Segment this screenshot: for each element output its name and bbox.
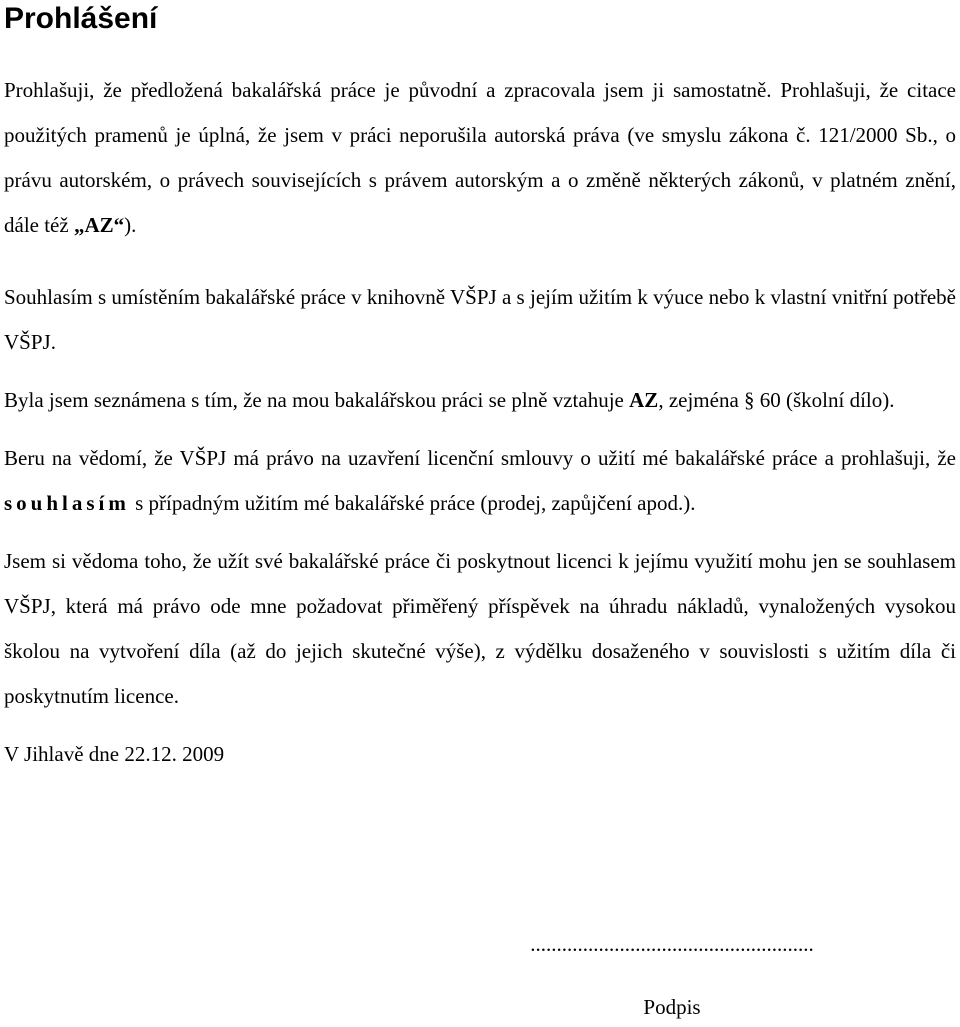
paragraph-school-work-end: , zejména § 60 (školní dílo). bbox=[658, 388, 895, 412]
paragraph-library-consent: Souhlasím s umístěním bakalářské práce v knihovně VŠPJ a s jejím užitím k výuce nebo k vlastní vnitřní potřebě VŠPJ. bbox=[4, 285, 956, 354]
consent-emphasis: souhlasím bbox=[4, 491, 130, 515]
paragraph-originality-end: ). bbox=[124, 213, 137, 237]
paragraph-school-work-text: Byla jsem seznámena s tím, že na mou bakalářskou práci se plně vztahuje bbox=[4, 388, 630, 412]
page-title: Prohlášení bbox=[4, 2, 158, 35]
signature-label: Podpis bbox=[643, 995, 701, 1019]
paragraph-license-text: Beru na vědomí, že VŠPJ má právo na uzavření licenční smlouvy o užití mé bakalářské práce a prohlašuji, že bbox=[4, 446, 956, 470]
paragraph-originality bbox=[4, 68, 956, 248]
paragraph-license-end: s případným užitím mé bakalářské práce (prodej, zapůjčení apod.). bbox=[129, 491, 696, 515]
paragraph-usage-terms: Jsem si vědoma toho, že užít své bakalářské práce či poskytnout licenci k jejímu využití mohu jen se souhlasem VŠPJ, která má právo ode mne požadovat přiměřený příspěvek na úhradu nákladů, vynaložených vysokou školou na vytvoření díla (až do jejich skutečné výše), z výdělku dosaženého v souvislosti s užitím díla či poskytnutím licence. bbox=[4, 549, 956, 708]
az-abbreviation-quoted: „AZ“ bbox=[73, 213, 125, 237]
paragraph-school-work bbox=[4, 378, 956, 423]
paragraph-originality-text-cont: , o právu autorském, o právech souvisejících s právem autorským a o změně některých zákonů, v platném znění, dále též bbox=[4, 123, 956, 237]
place-and-date: V Jihlavě dne 22.12. 2009 bbox=[4, 742, 225, 766]
paragraph-originality-text: Prohlašuji, že předložená bakalářská práce je původní a zpracovala jsem ji samostatně. Prohlašuji, že citace použitých pramenů je úplná, že jsem v práci neporušila autorská práva (ve smyslu zákona č. 121/2000 Sb. bbox=[4, 78, 956, 147]
paragraph-license-agreement bbox=[4, 436, 956, 526]
declaration-page bbox=[4, 0, 956, 777]
signature-line: ...................................................... bbox=[530, 932, 814, 956]
az-abbreviation: AZ bbox=[629, 388, 659, 412]
